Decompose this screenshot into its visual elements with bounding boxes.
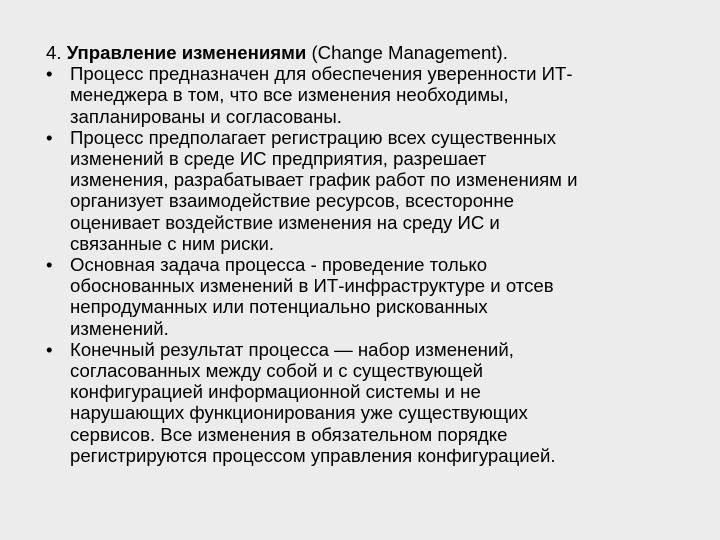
bullet-item	[46, 339, 676, 466]
bullet-item	[46, 127, 676, 254]
heading-number: 4.	[46, 42, 62, 63]
slide-heading	[46, 42, 676, 63]
bullet-icon: •	[46, 338, 53, 360]
bullet-item	[46, 63, 676, 127]
slide-content	[46, 42, 676, 466]
bullet-line: регистрируются процессом управления конфигурацией.	[70, 444, 556, 466]
bullet-line: конфигурацией информационной системы и не	[70, 381, 481, 403]
bullet-line: организует взаимодействие ресурсов, всесторонне	[70, 190, 514, 212]
bullet-item	[46, 254, 676, 339]
bullet-line: менеджера в том, что все изменения необходимы,	[70, 84, 509, 106]
bullet-line: изменений в среде ИС предприятия, разрешает	[70, 148, 487, 170]
bullet-list	[46, 63, 676, 466]
bullet-line: связанные с ним риски.	[70, 232, 275, 254]
bullet-line: Основная задача процесса - проведение только	[70, 254, 488, 276]
bullet-line: Процесс предназначен для обеспечения уверенности ИТ-	[70, 63, 573, 85]
bullet-icon: •	[46, 254, 53, 276]
bullet-line: согласованных между собой и с существующей	[70, 360, 484, 382]
bullet-line: оценивает воздействие изменения на среду ИС и	[70, 211, 500, 233]
bullet-line: Процесс предполагает регистрацию всех существенных	[70, 126, 556, 148]
bullet-line: изменения, разрабатывает график работ по изменениям и	[70, 169, 578, 191]
bullet-line: изменений.	[70, 317, 169, 339]
bullet-line: запланированы и согласованы.	[70, 105, 342, 127]
bullet-line: сервисов. Все изменения в обязательном порядке	[70, 423, 508, 445]
heading-subtitle: (Change Management).	[311, 42, 508, 63]
bullet-icon: •	[46, 126, 53, 148]
bullet-line: обоснованных изменений в ИТ-инфраструктуре и отсев	[70, 275, 554, 297]
bullet-line: непродуманных или потенциально рискованных	[70, 296, 488, 318]
bullet-icon: •	[46, 63, 53, 85]
bullet-line: нарушающих функционирования уже существующих	[70, 402, 528, 424]
heading-title: Управление изменениями	[66, 42, 307, 63]
bullet-line: Конечный результат процесса — набор изменений,	[70, 338, 514, 360]
